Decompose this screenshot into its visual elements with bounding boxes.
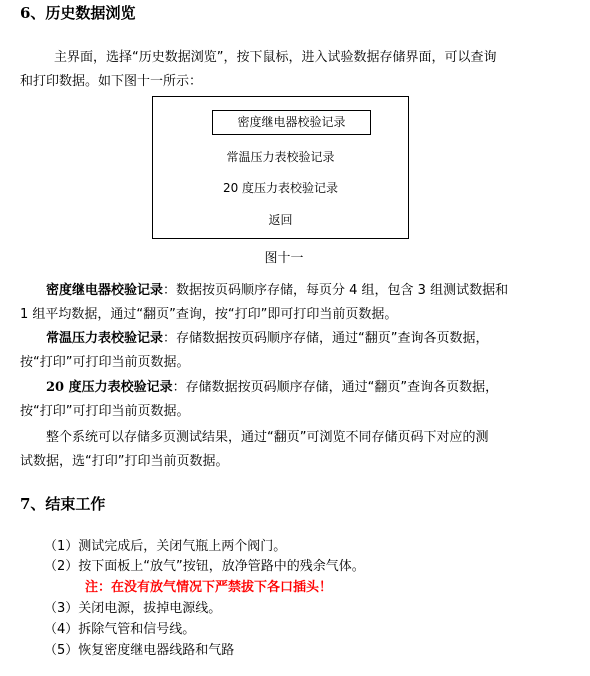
menu-item-return: 返回 xyxy=(268,213,293,227)
deg20-gauge-line-2: 按“打印”可打印当前页数据。 xyxy=(20,404,190,419)
deg20-gauge-desc-1: ：存储数据按页码顺序存储，通过“翻页”查询各页数据， xyxy=(172,380,499,395)
room-temp-gauge-line-2: 按“打印”可打印当前页数据。 xyxy=(20,355,190,370)
menu-item-20deg-gauge-record: 20 度压力表校验记录 xyxy=(222,181,339,195)
section-6-heading: 6、历史数据浏览 xyxy=(20,4,136,22)
figure-caption: 图十一 xyxy=(264,251,304,266)
deg20-gauge-term: 20 度压力表校验记录 xyxy=(46,380,173,395)
step-5: （5）恢复密度继电器线路和气路 xyxy=(44,643,235,658)
summary-line-2: 试数据，选“打印”打印当前页数据。 xyxy=(20,454,229,469)
history-menu-figure xyxy=(152,96,409,239)
step-2: （2）按下面板上“放气”按钮，放净管路中的残余气体。 xyxy=(44,559,365,574)
section-7-heading: 7、结束工作 xyxy=(20,495,106,513)
intro-line-2: 和打印数据。如下图十一所示： xyxy=(20,74,203,89)
menu-item-room-temp-gauge-record: 常温压力表校验记录 xyxy=(226,150,335,164)
density-relay-desc-1: ：数据按页码顺序存储，每页分 4 组，包含 3 组测试数据和 xyxy=(163,283,509,298)
step-4: （4）拆除气管和信号线。 xyxy=(44,622,196,637)
step-1: （1）测试完成后，关闭气瓶上两个阀门。 xyxy=(44,539,287,554)
room-temp-gauge-desc-1: ：存储数据按页码顺序存储，通过“翻页”查询各页数据， xyxy=(163,331,489,346)
density-relay-line-2: 1 组平均数据，通过“翻页”查询，按“打印”即可打印当前页数据。 xyxy=(20,307,398,322)
step-3: （3）关闭电源，拔掉电源线。 xyxy=(44,601,222,616)
density-relay-term: 密度继电器校验记录 xyxy=(46,283,164,298)
room-temp-gauge-line-1 xyxy=(46,327,590,351)
menu-item-density-relay-record: 密度继电器校验记录 xyxy=(212,110,371,135)
intro-line-1: 主界面，选择“历史数据浏览”，按下鼠标，进入试验数据存储界面，可以查询 xyxy=(54,50,497,65)
room-temp-gauge-term: 常温压力表校验记录 xyxy=(46,331,164,346)
deg20-gauge-line-1 xyxy=(46,376,590,400)
density-relay-line-1 xyxy=(46,279,590,303)
warning-note: 注：在没有放气情况下严禁拔下各口插头！ xyxy=(85,580,333,595)
summary-line-1: 整个系统可以存储多页测试结果，通过“翻页”可浏览不同存储页码下对应的测 xyxy=(46,430,489,445)
